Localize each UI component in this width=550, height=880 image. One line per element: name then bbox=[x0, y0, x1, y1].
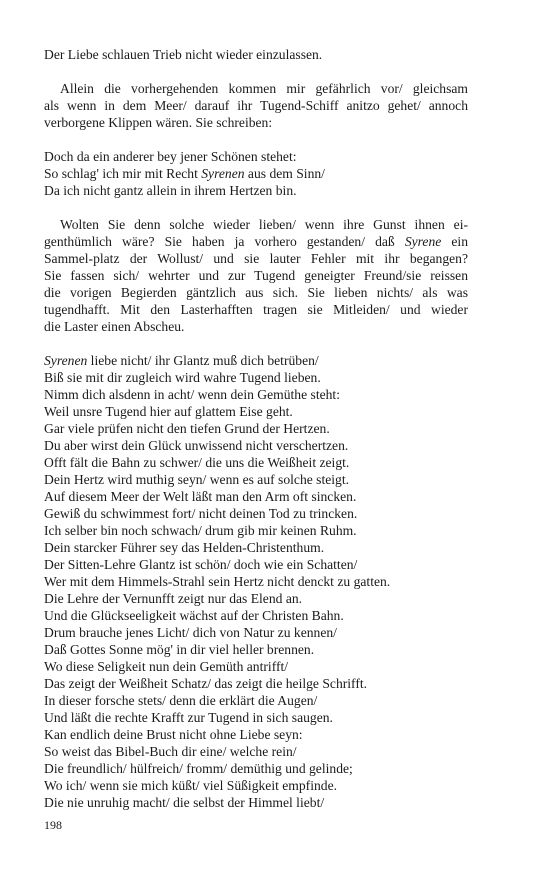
text-line bbox=[44, 250, 468, 267]
text-segment: Das zeigt der Weißheit Schatz/ das zeigt die heilge Schrifft. bbox=[44, 676, 368, 691]
text-segment: Der Sitten-Lehre Glantz ist schön/ doch wie ein Schatten/ bbox=[44, 557, 358, 572]
verse-line bbox=[44, 675, 468, 692]
text-segment: Wer mit dem Himmels-Strahl sein Hertz nicht denckt zu gatten. bbox=[44, 574, 391, 589]
verse-line bbox=[44, 505, 468, 522]
text-segment: Der Liebe schlauen Trieb nicht wieder einzulassen. bbox=[44, 47, 323, 62]
verse-line bbox=[44, 556, 468, 573]
text-segment: die vorigen Begierden gäntzlich aus sich. Sie lieben nichts/ als was bbox=[44, 285, 468, 300]
text-segment: die Laster einen Abscheu. bbox=[44, 319, 185, 334]
page-text bbox=[44, 46, 468, 811]
text-segment: Biß sie mit dir zugleich wird wahre Tugend lieben. bbox=[44, 370, 321, 385]
text-segment: Weil unsre Tugend hier auf glattem Eise geht. bbox=[44, 404, 293, 419]
text-segment: Dein starcker Führer sey das Helden-Christenthum. bbox=[44, 540, 325, 555]
text-line bbox=[44, 80, 468, 97]
paragraph-gap bbox=[44, 63, 468, 80]
verse-line bbox=[44, 573, 468, 590]
verse-line bbox=[44, 471, 468, 488]
verse-line bbox=[44, 777, 468, 794]
text-segment: Du aber wirst dein Glück unwissend nicht verschertzen. bbox=[44, 438, 349, 453]
text-segment: Kan endlich deine Brust nicht ohne Liebe seyn: bbox=[44, 727, 303, 742]
text-segment: Gar viele prüfen nicht den tiefen Grund der Hertzen. bbox=[44, 421, 330, 436]
verse-line bbox=[44, 726, 468, 743]
text-segment: So schlag' ich mir mit Recht bbox=[44, 166, 202, 181]
text-segment: Offt fält die Bahn zu schwer/ die uns die Weißheit zeigt. bbox=[44, 455, 350, 470]
verse-line bbox=[44, 709, 468, 726]
verse-line bbox=[44, 522, 468, 539]
text-segment: Ich selber bin noch schwach/ drum gib mir keinen Ruhm. bbox=[44, 523, 357, 538]
text-segment: So weist das Bibel-Buch dir eine/ welche rein/ bbox=[44, 744, 297, 759]
prose-paragraph bbox=[44, 216, 468, 335]
text-segment: tugendhafft. Mit den Lasterhafften tragen sie Mitleiden/ und wieder bbox=[44, 302, 468, 317]
text-segment: genthümlich wäre? Sie haben ja vorhero gestanden/ daß bbox=[44, 234, 405, 249]
verse-line bbox=[44, 454, 468, 471]
text-line bbox=[44, 318, 468, 335]
text-segment: Gewiß du schwimmest fort/ nicht deinen Tod zu trincken. bbox=[44, 506, 358, 521]
text-segment: Daß Gottes Sonne mög' in dir viel heller brennen. bbox=[44, 642, 315, 657]
text-segment: Die Lehre der Vernunfft zeigt nur das Elend an. bbox=[44, 591, 303, 606]
paragraph-gap bbox=[44, 199, 468, 216]
text-segment: Sammel-platz der Wollust/ und sie lauter Fehler mit ihr begangen? bbox=[44, 251, 468, 266]
verse-block bbox=[44, 352, 468, 811]
italic-name: Syrene bbox=[404, 234, 442, 249]
italic-name: Syrenen bbox=[201, 166, 245, 181]
page-number: 198 bbox=[44, 818, 62, 832]
text-line bbox=[44, 233, 468, 250]
verse-line bbox=[44, 624, 468, 641]
verse-line bbox=[44, 641, 468, 658]
text-line bbox=[44, 97, 468, 114]
verse-line bbox=[44, 607, 468, 624]
verse-line bbox=[44, 182, 468, 199]
verse-line bbox=[44, 743, 468, 760]
italic-name: Syrenen bbox=[44, 353, 88, 368]
text-segment: Und läßt die rechte Krafft zur Tugend in sich saugen. bbox=[44, 710, 333, 725]
verse-line bbox=[44, 658, 468, 675]
text-segment: als wenn in dem Meer/ darauf ihr Tugend-Schiff anitzo gehet/ annoch bbox=[44, 98, 468, 113]
verse-line bbox=[44, 420, 468, 437]
text-segment: Wo diese Seligkeit nun dein Gemüth antrifft/ bbox=[44, 659, 289, 674]
text-line bbox=[44, 301, 468, 318]
text-segment: Nimm dich alsdenn in acht/ wenn dein Gemüthe steht: bbox=[44, 387, 340, 402]
text-line bbox=[44, 114, 468, 131]
verse-block bbox=[44, 148, 468, 199]
text-segment: verborgene Klippen wären. Sie schreiben: bbox=[44, 115, 273, 130]
text-segment: liebe nicht/ ihr Glantz muß dich betrüben/ bbox=[87, 353, 319, 368]
verse-line bbox=[44, 403, 468, 420]
text-segment: In dieser forsche stets/ denn die erklärt die Augen/ bbox=[44, 693, 318, 708]
verse-line bbox=[44, 488, 468, 505]
verse-line bbox=[44, 148, 468, 165]
text-segment: Da ich nicht gantz allein in ihrem Hertzen bin. bbox=[44, 183, 297, 198]
text-segment: Doch da ein anderer bey jener Schönen stehet: bbox=[44, 149, 297, 164]
text-segment: Drum brauche jenes Licht/ dich von Natur zu kennen/ bbox=[44, 625, 337, 640]
text-segment: Wo ich/ wenn sie mich küßt/ viel Süßigkeit empfinde. bbox=[44, 778, 338, 793]
prose-paragraph bbox=[44, 80, 468, 131]
paragraph-gap bbox=[44, 335, 468, 352]
text-segment: Wolten Sie denn solche wieder lieben/ wenn ihre Gunst ihnen ei- bbox=[60, 217, 468, 232]
verse-line bbox=[44, 760, 468, 777]
text-line bbox=[44, 216, 468, 233]
prose-paragraph bbox=[44, 46, 468, 63]
verse-line bbox=[44, 165, 468, 182]
text-line bbox=[44, 284, 468, 301]
verse-line bbox=[44, 369, 468, 386]
text-segment: Dein Hertz wird muthig seyn/ wenn es auf solche steigt. bbox=[44, 472, 350, 487]
text-segment: Auf diesem Meer der Welt läßt man den Arm oft sincken. bbox=[44, 489, 357, 504]
paragraph-gap bbox=[44, 131, 468, 148]
text-segment: Allein die vorhergehenden kommen mir gefährlich vor/ gleichsam bbox=[60, 81, 468, 96]
verse-line bbox=[44, 352, 468, 369]
verse-line bbox=[44, 386, 468, 403]
verse-line bbox=[44, 539, 468, 556]
text-segment: Sie fassen sich/ wehrter und zur Tugend geneigter Freund/sie reissen bbox=[44, 268, 468, 283]
text-line bbox=[44, 46, 468, 63]
text-segment: aus dem Sinn/ bbox=[244, 166, 325, 181]
text-segment: ein bbox=[441, 234, 468, 249]
verse-line bbox=[44, 590, 468, 607]
verse-line bbox=[44, 794, 468, 811]
text-segment: Und die Glückseeligkeit wächst auf der Christen Bahn. bbox=[44, 608, 344, 623]
text-segment: Die freundlich/ hülfreich/ fromm/ demüthig und gelinde; bbox=[44, 761, 353, 776]
verse-line bbox=[44, 437, 468, 454]
text-segment: Die nie unruhig macht/ die selbst der Himmel liebt/ bbox=[44, 795, 325, 810]
text-line bbox=[44, 267, 468, 284]
verse-line bbox=[44, 692, 468, 709]
